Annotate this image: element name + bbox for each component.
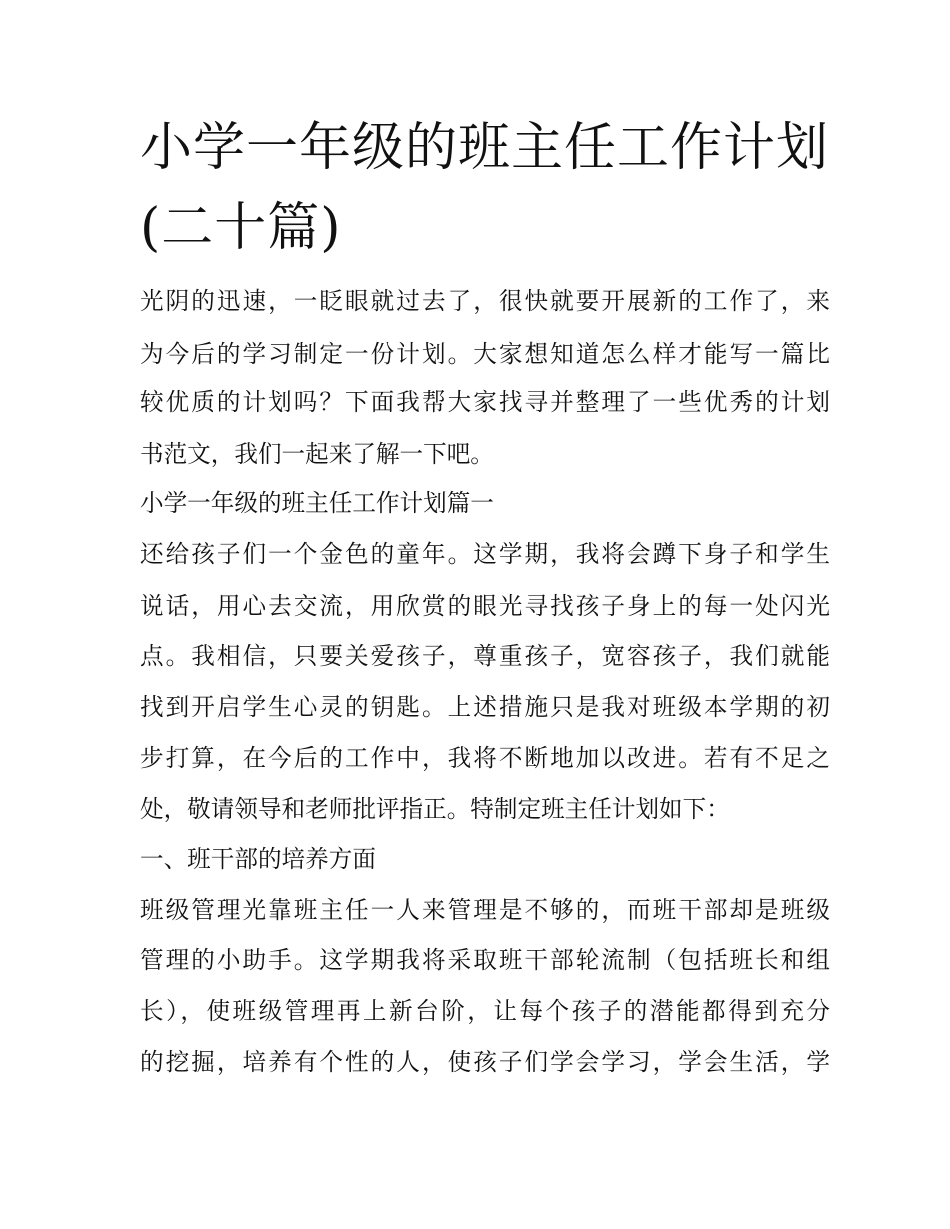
- subheading: 一、班干部的培养方面: [140, 845, 376, 873]
- section-line-3: 点。我相信，只要关爱孩子，尊重孩子，宽容孩子，我们就能: [140, 642, 830, 670]
- section-line-6: 处，敬请领导和老师批评指正。特制定班主任计划如下：: [140, 795, 730, 823]
- intro-line-3: 较优质的计划吗？下面我帮大家找寻并整理了一些优秀的计划: [140, 388, 830, 416]
- subsection-line-2: 管理的小助手。这学期我将采取班干部轮流制（包括班长和组: [140, 946, 830, 974]
- section-line-4: 找到开启学生心灵的钥匙。上述措施只是我对班级本学期的初: [140, 693, 830, 721]
- intro-line-1: 光阴的迅速，一眨眼就过去了，很快就要开展新的工作了，来: [140, 287, 830, 315]
- section-line-1: 还给孩子们一个金色的童年。这学期，我将会蹲下身子和学生: [140, 540, 830, 568]
- document-title-line-1: 小学一年级的班主任工作计划: [140, 118, 830, 178]
- subsection-line-1: 班级管理光靠班主任一人来管理是不够的，而班干部却是班级: [140, 896, 830, 924]
- section-line-5: 步打算，在今后的工作中，我将不断地加以改进。若有不足之: [140, 744, 830, 772]
- section-line-2: 说话，用心去交流，用欣赏的眼光寻找孩子身上的每一处闪光: [140, 592, 830, 620]
- document-title-line-2: (二十篇): [140, 198, 342, 258]
- subsection-line-3: 长），使班级管理再上新台阶，让每个孩子的潜能都得到充分: [140, 997, 830, 1025]
- intro-line-4: 书范文，我们一起来了解一下吧。: [140, 440, 494, 468]
- subsection-line-4: 的挖掘，培养有个性的人，使孩子们学会学习，学会生活，学: [140, 1048, 830, 1076]
- section-heading: 小学一年级的班主任工作计划篇一: [140, 489, 494, 517]
- intro-line-2: 为今后的学习制定一份计划。大家想知道怎么样才能写一篇比: [140, 340, 830, 368]
